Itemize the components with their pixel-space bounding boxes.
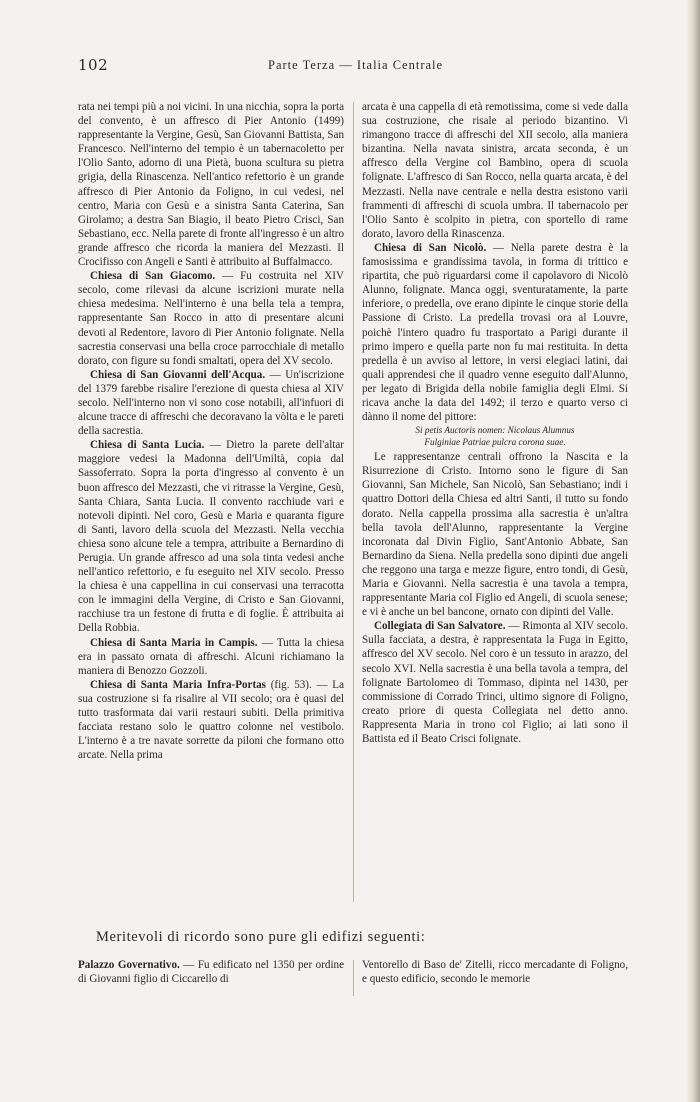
paragraph-text: Le rappresentanze centrali offrono la Nascita e la Risurrezione di Cristo. Intorno sono le figure di San Giovanni, San Michele, San Nicolò, San Sebastiano; indi i quattro Dottori della Chiesa ed altri Santi, il tutto su fondo dorato. Nella cappella prossima alla sacrestia è un'altra bella tavola dell'Alunno, rappresentante la Vergine incoronata dal Divin Figlio, Sant'Antonio Abbate, San Bernardino da Siena. Nella predella sono dipinti due angeli che reggono una targa e mezze figure, entro tondi, di Gesù, Maria e Giovanni. Nella sacrestia è una tavola a tempra, rappresentante Maria col Figlio ed Angeli, di scuola senese; e vi è anche un bel bancone, ornato con dipinti del Valle. [362, 451, 628, 619]
paragraph-text: rata nei tempi più a noi vicini. In una nicchia, sopra la porta del convento, è un affresco di Pier Antonio (1499) rappresentante la Vergine, Gesù, San Giovanni Battista, San Francesco. Nell'interno del tempio è un tabernacoletto per l'Olio Santo, adorno di una Pietà, buona scultura su pietra grigia, della Rinascenza. Nell'antico refettorio è un grande affresco di Pier Antonio da Foligno, in cui vedesi, nel centro, Maria con Gesù e a sinistra Santa Caterina, San Girolamo; a destra San Biagio, il beato Pietro Crisci, San Sebastiano, ecc. Nella parete di fronte all'ingresso è un altro grande affresco che ricorda la maniera del Mezzasti. Il Crocifisso con Angeli e Santi è attribuito al Buffalmacco. [78, 101, 344, 269]
paragraph [362, 100, 628, 241]
paragraph-text: — Fu edificato nel 1350 per ordine di Giovanni figlio di Ciccarello di [78, 959, 344, 986]
paragraph-text: — Un'iscrizione del 1379 farebbe risalire l'erezione di questa chiesa al XIV secolo. Nell'interno non vi sono cose notabili, all'infuori di alcune tracce di affreschi che decoravano la vòlta e le pareti della sacrestia. [78, 368, 344, 438]
paragraph-lead: Collegiata di San Salvatore. [374, 620, 506, 633]
bottom-left-column [78, 958, 344, 986]
paragraph [78, 636, 344, 678]
column-divider [353, 102, 354, 902]
paragraph-text: — Rimonta al XIV secolo. Sulla facciata, a destra, è rappresentata la Fuga in Egitto, affresco del XV secolo. Nel coro è un tessuto in arazzo, del secolo XVI. Nella sacrestia è una bella tavola a tempra, del folignate Bartolomeo di Tommaso, dipinta nel 1430, per commissione di Corrado Trinci, ultimo signore di Foligno, creato priore di questa Collegiata nel detto anno. Rappresenta Maria in trono col Figlio; ai lati sono il Battista ed il Beato Crisci folignate. [362, 620, 629, 746]
paragraph-text: — Nella parete destra è la famosissima e grandissima tavola, in forma di trittico e ripartita, che può riguardarsi come il capolavoro di Nicolò Alunno, folignate. Manca oggi, sventuratamente, la parte inferiore, o predella, ove erano dipinte le cinque storie della Passione di Cristo. La predella trovasi ora al Louvre, poichè l'intero quadro fu trasportato a Parigi durante il primo impero e quella parte non fu mai restituita. In detta predella è un avviso al lettore, in versi elegiaci latini, dai quali apprendesi che il quadro venne eseguito dall'Alunno, per legato di Brigida della nobile famiglia degli Elmi. Si ricava anche la data del 1492; il terzo e quarto verso ci dànno il nome del pittore: [362, 241, 628, 424]
bottom-right-column [362, 958, 628, 986]
paragraph-text: Ventorello di Baso de' Zitelli, ricco mercadante di Foligno, e questo edificio, secondo le memorie [362, 959, 628, 986]
paragraph-text: arcata è una cappella di età remotissima, come si vede dalla sua costruzione, che risale al periodo bizantino. Vi rimangono tracce di affreschi del XII secolo, alla maniera bizantina. Nella navata sinistra, arcata seconda, è un affresco della Vergine col Bambino, opera di scuola folignate. L'affresco di San Rocco, nella quarta arcata, è del Mezzasti. Nella nave centrale e nella destra esistono varii frammenti di affreschi di scuola umbra. Il tabernacolo per l'Olio Santo è scolpito in pietra, con sportello di rame dorato, lavoro della Rinascenza. [362, 101, 628, 240]
paragraph [362, 450, 628, 619]
paragraph [78, 678, 344, 763]
paragraph-palazzo-governativo [78, 958, 344, 986]
latin-verse [362, 425, 628, 448]
left-column [78, 100, 344, 762]
paragraph [78, 438, 344, 635]
paragraph-lead: Chiesa di Santa Maria Infra-Portas [90, 678, 266, 691]
right-column [362, 100, 628, 746]
paragraph-continuation [362, 958, 628, 986]
paragraph-text: — Tutta la chiesa era in passato ornata di affreschi. Alcuni richiamano la maniera di Benozzo Gozzoli. [78, 636, 345, 677]
paragraph-text: — Fu costruita nel XIV secolo, come rilevasi da alcune iscrizioni murate nella chiesa medesima. Nell'interno è una bella tela a tempra, rappresentante San Rocco in atto di presentare alcuni devoti al Redentore, lavoro di Pier Antonio folignate. Nella sacrestia conservasi una bella croce parrocchiale di metallo dorato, con figure su fondi smaltati, opera del XV secolo. [78, 270, 344, 367]
paragraph [362, 241, 628, 424]
paragraph [362, 619, 628, 746]
paragraph-lead: Chiesa di San Giacomo. [90, 270, 216, 283]
paragraph [78, 100, 344, 269]
paragraph-lead: Palazzo Governativo. [78, 959, 180, 971]
running-head: Parte Terza — Italia Centrale [268, 58, 444, 72]
book-spine-shadow [686, 0, 700, 1102]
page-header [78, 56, 640, 80]
paragraph-text: (fig. 53). — La sua costruzione si fa risalire al VII secolo; ora è quasi del tutto trasformata dai varii restauri subiti. Della primitiva facciata restano solo le quattro colonne nel vestibolo. L'interno è a tre navate sorrette da piloni che formano otto arcate. Nella prima [78, 678, 344, 762]
paragraph-lead: Chiesa di San Giovanni dell'Acqua. [90, 368, 266, 381]
section-heading: Meritevoli di ricordo sono pure gli edifizi seguenti: [96, 929, 426, 945]
paragraph-lead: Chiesa di Santa Lucia. [90, 439, 205, 452]
paragraph-text: — Dietro la parete dell'altar maggiore vedesi la Madonna dell'Umiltà, copia dal Sassoferrato. Sopra la porta d'ingresso al convento è un buon affresco del Mezzasti, che vi ritrasse la Vergine, Gesù, Santa Chiara, Santa Lucia. Il convento racchiude vari e notevoli dipinti. Nel coro, Gesù e Maria e quaranta figure di Santi, lavoro della scuola del Mezzasti. Nella vecchia chiesa sono alcune tele a tempra, attribuite a Bernardino di Perugia. Un grande affresco ad una sola tinta vedesi anche nell'antico refettorio, e fu eseguito nel XIV secolo. Presso la chiesa è una cappellina in cui conservasi una terracotta con le immagini della Vergine, di Cristo e San Giovanni, racchiuse tra un festone di frutta e di foglie. È attribuita ai Della Robbia. [78, 439, 344, 635]
verse-line: Fulginiae Patriae pulcra corona suae. [424, 436, 566, 447]
paragraph-lead: Chiesa di Santa Maria in Campis. [90, 636, 258, 649]
text-columns [78, 100, 638, 918]
page-number: 102 [78, 56, 109, 74]
column-divider [353, 960, 354, 996]
bottom-columns [78, 958, 638, 998]
paragraph [78, 269, 344, 368]
paragraph-lead: Chiesa di San Nicolò. [374, 241, 487, 254]
verse-line: Si petis Auctoris nomen: Nicolaus Alumnus [415, 425, 575, 436]
paragraph [78, 368, 344, 438]
